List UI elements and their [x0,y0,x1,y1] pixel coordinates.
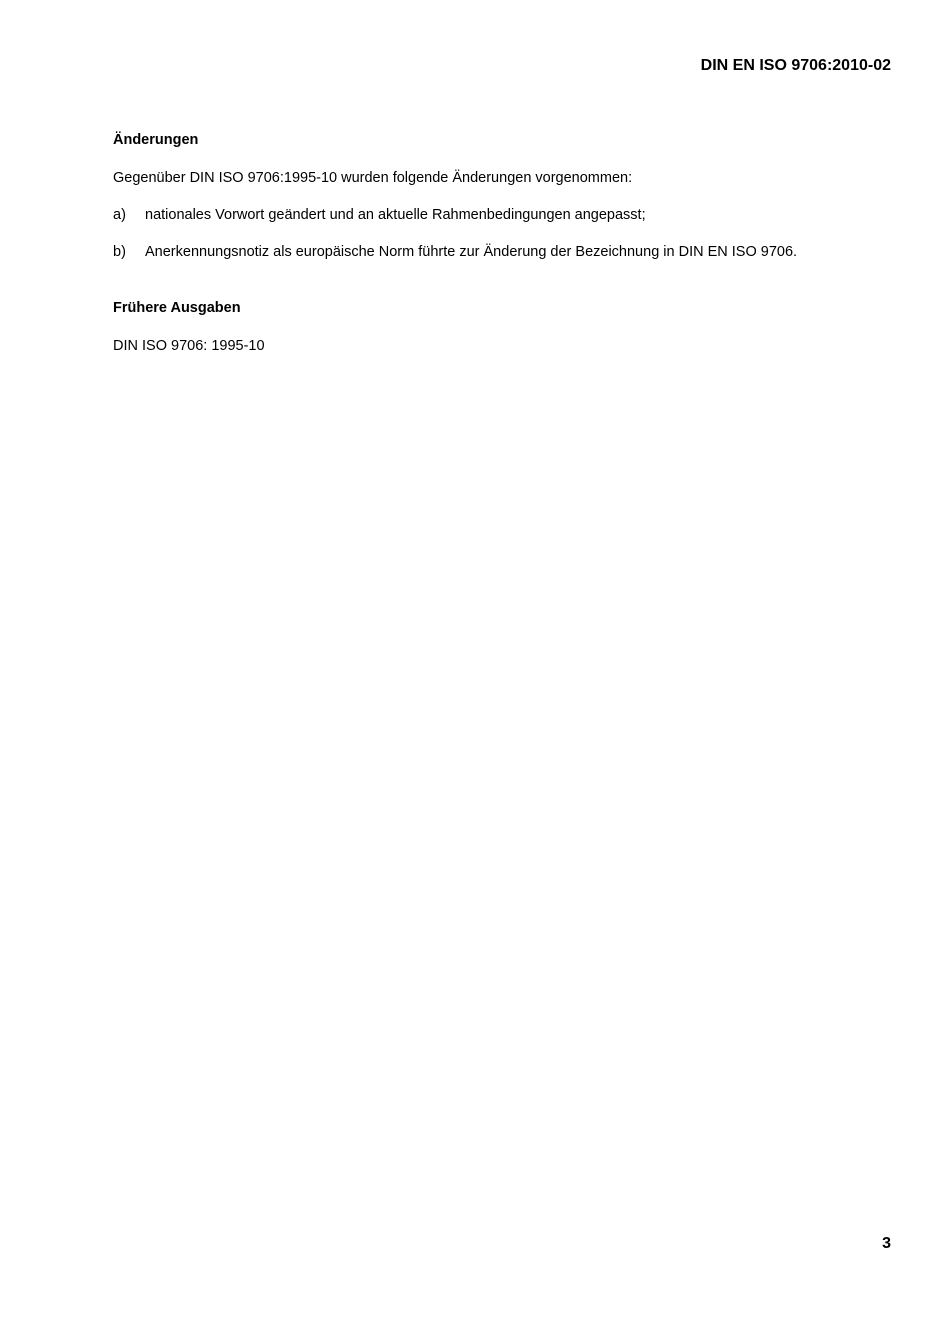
page-number: 3 [882,1235,891,1252]
changes-heading: Änderungen [113,132,199,148]
list-marker: b) [113,244,126,260]
list-item [113,206,903,224]
changes-section [113,131,903,261]
previous-editions-text: DIN ISO 9706: 1995-10 [113,338,265,354]
list-marker: a) [113,207,126,223]
list-text: Anerkennungsnotiz als europäische Norm führte zur Änderung der Bezeichnung in DIN EN ISO 9706. [145,244,798,260]
list-text: nationales Vorwort geändert und an aktuelle Rahmenbedingungen angepasst; [145,207,646,223]
previous-editions-section [113,299,903,355]
list-item [113,243,903,261]
changes-intro: Gegenüber DIN ISO 9706:1995-10 wurden folgende Änderungen vorgenommen: [113,170,633,186]
page-content [113,131,903,355]
document-code: DIN EN ISO 9706:2010-02 [700,57,891,74]
previous-editions-heading: Frühere Ausgaben [113,300,241,316]
